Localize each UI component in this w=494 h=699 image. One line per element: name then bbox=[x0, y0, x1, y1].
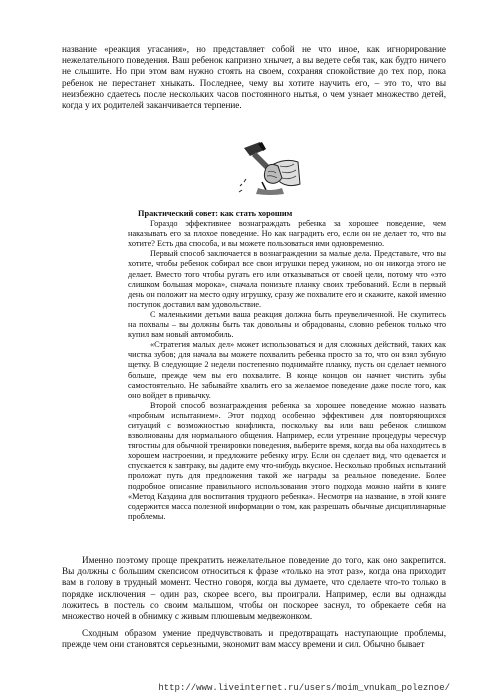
paragraph-prevention: Именно поэтому проще прекратить нежелательное поведение до того, как оно закрепится. Вы должны с большим скепсисом относиться к фразе «только на этот раз», когда она приходит вам в голову в трудный момент. Честно говоря, когда вы думаете, что сделаете что-то только в порядке исключения – один раз, скорее всего, вы проиграли. Например, если вы однажды ложитесь в постель со своим малышом, чтобы он поскорее заснул, то обрекаете себя на множество ночей в обнимку с живым плюшевым медвежонком. bbox=[62, 555, 446, 622]
advice-paragraph: Гораздо эффективнее вознаграждать ребенка за хорошее поведение, чем наказывать его за плохое поведение. Но как наградить его, если он не делает то, что вы хотите? Есть два способа, и вы можете пользоваться ими одновременно. bbox=[128, 219, 446, 249]
footer-source-link[interactable]: http://www.liveinternet.ru/users/moim_vnukam_poleznoe/ bbox=[158, 683, 450, 693]
advice-paragraph: С маленькими детьми ваша реакция должна быть преувеличенной. Не скупитесь на похвалы – вы должны быть так довольны и обрадованы, словно ребенок только что купил вам новый автомобиль. bbox=[128, 309, 446, 340]
paragraph-anticipation: Сходным образом умение предчувствовать и предотвращать наступающие проблемы, прежде чем они становятся серьезными, экономит вам массу времени и сил. Обычно бывает bbox=[62, 628, 446, 650]
advice-paragraph: Первый способ заключается в вознаграждении за малые дела. Представьте, что вы хотите, чтобы ребенок собирал все свои игрушки перед ужином, но он никогда этого не делает. Вместо того чтобы ругать его или отказываться от своей цели, потому что «это слишком большая морока», сначала понизьте планку своих требований. Если в первый день он положит на место одну игрушку, сразу же похвалите его и скажите, какой именно поступок доставил вам удовольствие. bbox=[128, 249, 446, 309]
practical-advice-box bbox=[128, 209, 446, 522]
paragraph-extinction: название «реакция угасания», но представляет собой не что иное, как игнорирование нежелательного поведения. Ваш ребенок капризно хнычет, а вы ведете себя так, как будто ничего не слышите. Но при этом вам нужно стоять на своем, сохраняя спокойствие до тех пор, пока ребенок не перестанет хныкать. Последнее, чему вы хотите научить его, – это то, что вы неизбежно сдаетесь после нескольких часов постоянного нытья, о чем узнает множество детей, когда у их родителей заканчивается терпение. bbox=[62, 44, 446, 111]
advice-title: Практический совет: как стать хорошим bbox=[138, 209, 293, 218]
advice-paragraph: Второй способ вознаграждения ребенка за хорошее поведение можно назвать «пробным испытанием». Этот подход особенно эффективен для повторяющихся ситуаций с возможностью конфликта, поскольку вы или ваш ребенок слишком взволнованы для нормального общения. Например, если утренние процедуры чересчур тягостны для обычной тренировки поведения, выберите время, когда вы оба находитесь в хорошем настроении, и предложите ребенку игру. Если он сделает вид, что одевается и спускается к завтраку, вы дадите ему что-нибудь вкусное. Несколько пробных испытаний проложат путь для предложения такой же награды за реальное поведение. Более подробное описание правильного использования этого подхода можно найти в книге «Метод Каздина для воспитания трудного ребенка». Несмотря на название, в этой книге содержится масса полезной информации о том, как разрешать обычные дисциплинарные проблемы. bbox=[128, 400, 446, 521]
advice-paragraph: «Стратегия малых дел» может использоваться и для сложных действий, таких как чистка зубов; для начала вы можете похвалить ребенка просто за то, что он взял зубную щетку. В следующие 2 недели постепенно поднимайте планку, пусть он сделает немного больше, прежде чем вы его похвалите. В конце концов он начнет чистить зубы самостоятельно. Не забывайте хвалить его за желаемое поведение даже после того, как оно войдет в привычку. bbox=[128, 340, 446, 400]
hand-hammer-icon bbox=[236, 138, 302, 196]
